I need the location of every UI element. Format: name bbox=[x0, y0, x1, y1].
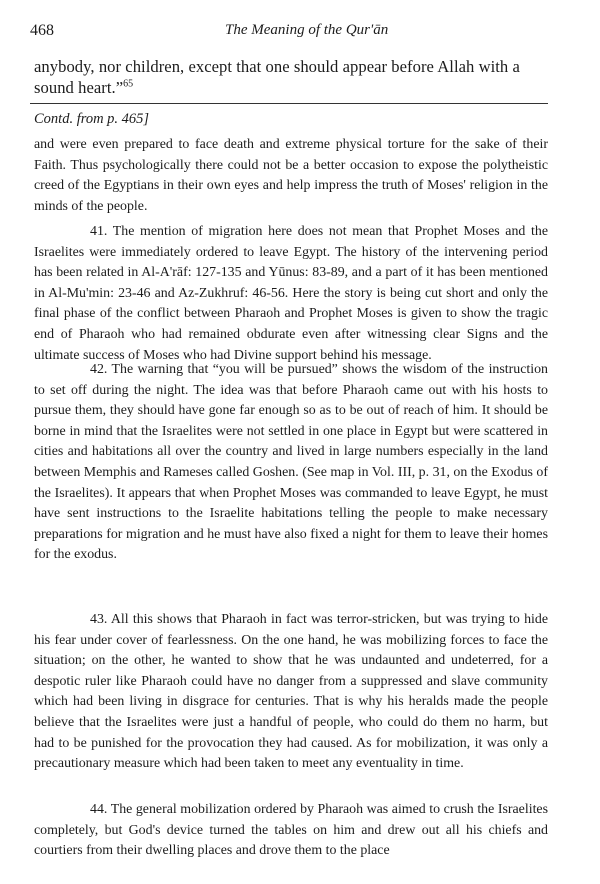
note-number: 43. bbox=[90, 612, 108, 627]
note-41 bbox=[34, 222, 548, 366]
page-number: 468 bbox=[30, 22, 54, 39]
footnote-divider bbox=[30, 103, 548, 104]
note-text: The warning that “you will be pursued” shows the wisdom of the instruction to set off during the night. The idea was that before Pharaoh came out with his hosts to pursue them, they should have gone far enough so as to be out of reach of him. It should be borne in mind that the Israelites were not settled in one place in Egypt but were scattered in cities and habitations all over the country and lived in large numbers especially in the land between Memphis and Rameses called Goshen. (See map in Vol. III, p. 31, on the Exodus of the Israelites). It appears that when Prophet Moses was commanded to leave Egypt, he must have sent instructions to the Israelite habitations telling the people to make necessary preparations for migration and he must have also fixed a night for them to leave their homes for the exodus. bbox=[34, 362, 548, 563]
note-text: The general mobilization ordered by Pharaoh was aimed to crush the Israelites completely, but God's device turned the tables on him and drew out all his chiefs and courtiers from their dwelling places and drove them to the place bbox=[34, 802, 548, 859]
verse-continuation bbox=[34, 56, 554, 98]
paragraph-text: and were even prepared to face death and extreme physical torture for the sake of their Faith. Thus psychologically there could not be a better occasion to expose the polytheistic creed of the Egyptians in their own eyes and help impress the truth of Moses' religion in the minds of the people. bbox=[34, 137, 548, 214]
commentary-paragraph bbox=[34, 135, 548, 217]
running-title: The Meaning of the Qur'ān bbox=[225, 22, 389, 38]
page-header bbox=[30, 22, 570, 44]
continuation-label: Contd. from p. 465] bbox=[34, 111, 150, 127]
verse-text: anybody, nor children, except that one should appear before Allah with a sound heart.” bbox=[34, 57, 520, 97]
note-43 bbox=[34, 610, 548, 775]
note-text: All this shows that Pharaoh in fact was terror-stricken, but was trying to hide his fear under cover of fearlessness. On the one hand, he was mobilizing forces to face the situation; on the other, he wanted to show that he was undaunted and undeterred, for a despotic ruler like Pharaoh could have no danger from a suppressed and slave community which had been living in disgrace for centuries. That is why his heralds made the people believe that the Israelites were just a handful of people, who could do them no harm, but had to be punished for the provocation they had caused. As for mobilization, it was only a precautionary measure which had been taken to meet any eventuality in time. bbox=[34, 612, 548, 772]
note-number: 42. bbox=[90, 362, 108, 377]
footnote-reference: 65 bbox=[123, 78, 134, 90]
note-number: 44. bbox=[90, 802, 108, 817]
note-44 bbox=[34, 800, 548, 862]
note-42 bbox=[34, 360, 548, 566]
note-text: The mention of migration here does not mean that Prophet Moses and the Israelites were immediately ordered to leave Egypt. The history of the intervening period has been related in Al-A'rāf: 127-135 and Yūnus: 83-89, and a part of it has been mentioned in Al-Mu'min: 23-46 and Az-Zukhruf: 46-56. Here the story is being cut short and only the final phase of the conflict between Pharaoh and Prophet Moses is given to show the tragic end of Pharaoh who had remained obdurate even after witnessing clear Signs and the ultimate success of Moses who had Divine support behind his message. bbox=[34, 224, 548, 363]
note-number: 41. bbox=[90, 224, 108, 239]
